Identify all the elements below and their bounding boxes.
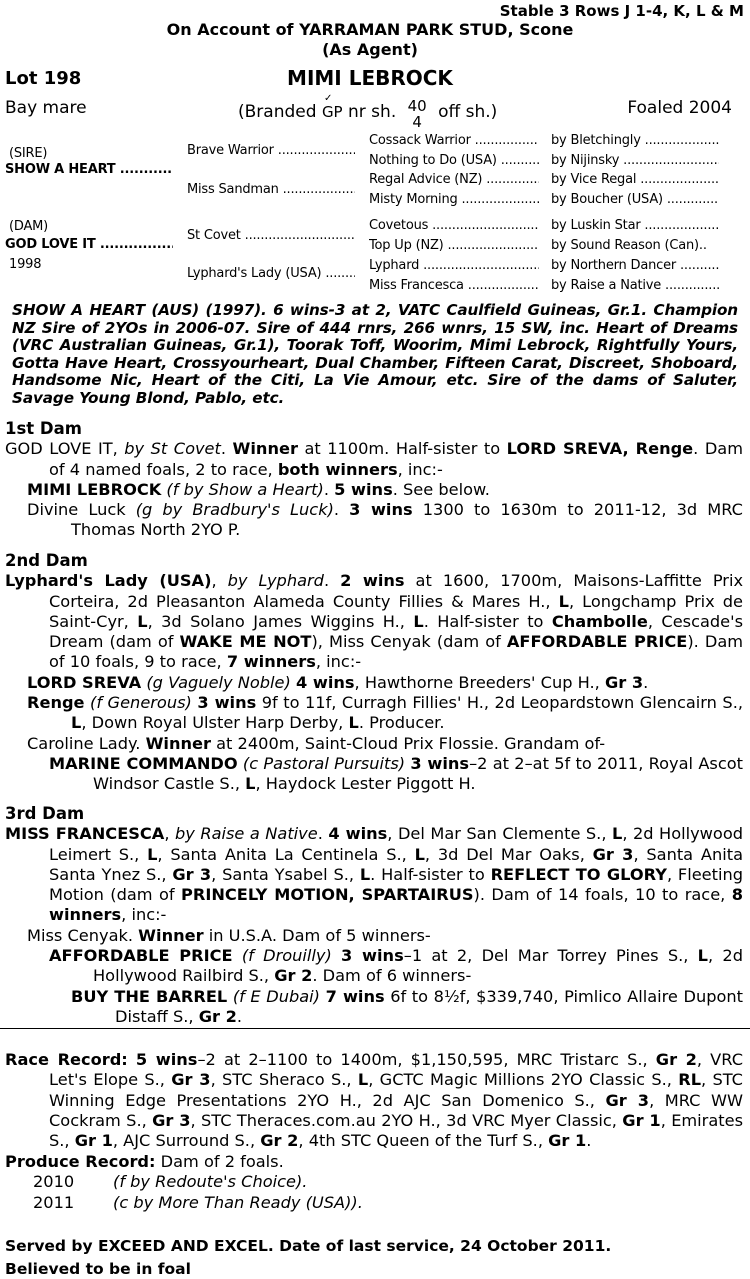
produce-label: Produce Record: [5, 1152, 156, 1171]
text-run: Gr 3 [172, 864, 212, 884]
pedigree-g2-entry [369, 258, 539, 273]
service-details: Served by EXCEED AND EXCEL. Date of last service, 24 October 2011. [5, 1237, 612, 1255]
text-run: MISS FRANCESCA [5, 824, 165, 844]
pedigree-g3-entry-text: by Vice Regal [551, 172, 637, 187]
horse-colour-sex: Bay mare [5, 98, 87, 118]
text-run: , 3d Del Mar Oaks, [424, 844, 593, 864]
brand-mark-text: GP [321, 103, 343, 121]
sire-name [5, 162, 173, 177]
text-run: L [414, 844, 425, 864]
text-run: in U.S.A. Dam of 5 winners- [203, 925, 431, 945]
text-run: . Dam of 4 named foals, 2 to race, [49, 439, 743, 479]
vendor-account: On Account of YARRAMAN PARK STUD, Scone [166, 20, 574, 39]
text-run: , 3d Solano James Wiggins H., [147, 611, 414, 631]
text-run: , GCTC Magic Millions 2YO Classic S., [368, 1070, 679, 1090]
text-run: , [211, 571, 228, 591]
pedigree-g2-entry-text: Misty Morning [369, 192, 458, 207]
text-run: , inc:- [121, 905, 167, 925]
section-heading: 3rd Dam [5, 804, 85, 823]
pedigree-g2-entry [369, 278, 539, 293]
pedigree-g1-entry-text: Miss Sandman [187, 182, 279, 197]
brand-prefix: (Branded [238, 102, 317, 122]
text-run: L [697, 946, 708, 966]
text-run: Miss Cenyak. [27, 925, 139, 945]
pedigree-g3-entry [551, 278, 719, 293]
text-run: Gr 3 [152, 1110, 191, 1130]
text-run: . [317, 824, 329, 844]
brand-nearside: nr sh. [348, 102, 397, 122]
pedigree-g2-entry-text: Cossack Warrior [369, 133, 471, 148]
text-run: L [245, 774, 256, 794]
text-run: . [323, 479, 335, 499]
text-run: . Dam of 6 winners- [312, 966, 472, 986]
pedigree-g1-entry [187, 143, 355, 158]
section-heading: 1st Dam [5, 419, 82, 438]
text-run: . Producer. [358, 713, 445, 733]
text-run: Race Record: [5, 1050, 128, 1069]
dam-paragraph [5, 571, 743, 672]
text-run: , Haydock Lester Piggott H. [255, 774, 476, 794]
brand-offside: off sh.) [438, 102, 498, 122]
pedigree-g3-entry-text: by Raise a Native [551, 278, 662, 293]
brand-number-bottom: 4 [412, 113, 422, 131]
text-run: . Half-sister to [423, 611, 552, 631]
text-run: 4 wins [295, 672, 355, 692]
text-run: , 2d Hollywood Railbird S., [93, 946, 743, 986]
text-run: L [413, 611, 424, 631]
text-run: L [558, 591, 569, 611]
produce-record [5, 1152, 743, 1213]
foal-status: Believed to be in foal [5, 1260, 191, 1278]
text-run: Gr 2 [198, 1006, 237, 1026]
text-run: LORD SREVA [27, 672, 142, 692]
sire-label [9, 146, 47, 161]
text-run: (g Vaguely Noble) [146, 672, 291, 692]
brand-number [408, 98, 427, 130]
text-run: , 4th STC Queen of the Turf S., [298, 1131, 549, 1151]
text-run: Renge [27, 693, 85, 713]
agent-note: (As Agent) [322, 40, 418, 59]
text-run: . [643, 672, 649, 692]
text-run: (f Generous) [90, 693, 192, 713]
text-run: 7 wins [325, 986, 385, 1006]
text-run: LORD SREVA, Renge [506, 439, 694, 459]
text-run: , VRC Let's Elope S., [49, 1050, 744, 1090]
text-run: REFLECT TO GLORY [490, 864, 667, 884]
pedigree-g1-entry [187, 182, 355, 197]
text-run: Winner [145, 733, 211, 753]
text-run: PRINCELY MOTION, SPARTAIRUS [181, 885, 474, 905]
pedigree-g3-entry [551, 218, 719, 233]
first-dam-section [5, 419, 743, 541]
text-run: , inc:- [315, 652, 362, 672]
pedigree-g3-entry-text: by Luskin Star [551, 218, 641, 233]
text-run: , Santa Anita Santa Ynez S., [49, 844, 743, 884]
pedigree-g3-entry [551, 133, 719, 148]
second-dam-section [5, 551, 743, 795]
text-run: , STC Sheraco S., [210, 1070, 358, 1090]
text-run: Gr 3 [604, 672, 644, 692]
text-run: –1 at 2, Del Mar Torrey Pines S., [403, 946, 698, 966]
text-run: , 2d Hollywood Leimert S., [49, 824, 744, 864]
brand-mark-icon: ✓ GP [321, 93, 343, 121]
text-run: (f E Dubai) [232, 986, 320, 1006]
pedigree-g3-entry-text: by Bletchingly [551, 133, 641, 148]
text-run: 5 wins [334, 479, 393, 499]
text-run: 3 wins [197, 693, 257, 713]
brand-number-top: 40 [407, 97, 427, 115]
text-run: , Santa Anita La Centinela S., [157, 844, 415, 864]
foaled-year: Foaled 2004 [627, 98, 732, 118]
text-run: Gr 1 [548, 1131, 587, 1151]
pedigree-g2-entry-text: Covetous [369, 218, 429, 233]
text-run: by Raise a Native [174, 824, 318, 844]
progeny-entry [5, 693, 743, 734]
text-run: L [611, 824, 623, 844]
pedigree-g1-entry-text: Brave Warrior [187, 143, 274, 158]
brand-description [238, 93, 498, 131]
dam-year-text: 1998 [9, 257, 42, 272]
text-run: by St Covet [124, 439, 221, 459]
produce-year: 2010 [33, 1172, 75, 1192]
text-run: Chambolle [551, 611, 648, 631]
text-run: 7 winners [226, 652, 316, 672]
text-run: (f by Show a Heart) [166, 479, 324, 499]
text-run: Gr 3 [605, 1090, 650, 1110]
third-dam-section [5, 804, 743, 1027]
text-run: Divine Luck [27, 500, 136, 520]
text-run: AFFORDABLE PRICE [49, 946, 233, 966]
sire-notes: SHOW A HEART (AUS) (1997). 6 wins-3 at 2, VATC Caulfield Guineas, Gr.1. Champion NZ Sire of 2YOs in 2006-07. Sire of 444 rnrs, 266 wnrs, 15 SW, inc. Heart of Dreams (VRC Australian Guineas, Gr.1), Toorak Toff, Woorim, Mimi Lebrock, Rightfully Yours, Gotta Have Heart, Crossyourheart, Dual Chamber, Fifteen Carat, Discreet, Shoboard, Handsome Nic, Heart of the Citi, La Vie Amour, etc. Sire of the dams of Saluter, Savage Young Blond, Pablo, etc. [12, 301, 738, 407]
dam-name [5, 237, 173, 252]
text-run: 3 wins [349, 500, 413, 520]
text-run: 3 wins [341, 946, 404, 966]
text-run: . Half-sister to [370, 864, 491, 884]
produce-item [5, 1172, 743, 1192]
section-heading: 2nd Dam [5, 551, 88, 570]
text-run: Gr 1 [74, 1131, 113, 1151]
text-run: at 1100m. Half-sister to [297, 439, 507, 459]
text-run: 3 wins [410, 753, 470, 773]
text-run: WAKE ME NOT [179, 632, 312, 652]
produce-summary: Dam of 2 foals. [155, 1152, 284, 1171]
sire-name-text: SHOW A HEART [5, 162, 116, 177]
dam-paragraph [5, 824, 743, 925]
text-run: , Emirates S., [49, 1110, 743, 1151]
pedigree-g3-entry [551, 153, 719, 168]
produce-item [5, 1193, 743, 1213]
text-run: , Down Royal Ulster Harp Derby, [81, 713, 349, 733]
text-run: L [357, 1070, 369, 1090]
text-run: . See below. [392, 479, 490, 499]
pedigree-g1-entry-text: St Covet [187, 228, 241, 243]
dam-name-text: GOD LOVE IT [5, 237, 96, 252]
text-run: L [147, 844, 158, 864]
text-run: Winner [232, 439, 298, 459]
section-divider [0, 1028, 750, 1029]
progeny-entry [5, 673, 743, 693]
text-run: 1300 to 1630m to 2011-12, 3d MRC Thomas North 2YO P. [71, 500, 743, 540]
produce-desc: (f by Redoute's Choice). [113, 1172, 308, 1192]
dam-label-text: (DAM) [9, 219, 49, 234]
text-run: both winners [277, 459, 398, 479]
pedigree-g2-entry [369, 192, 539, 207]
text-run: 6f to 8½f, $339,740, Pimlico Allaire Dupont Distaff S., [115, 986, 743, 1026]
text-run: Gr 2 [260, 1131, 299, 1151]
text-run: , STC Winning Edge Presentations 2YO H., 2d AJC San Domenico S., [49, 1070, 743, 1110]
text-run: , AJC Surround S., [112, 1131, 261, 1151]
text-run: , Longchamp Prix de Saint-Cyr, [49, 591, 743, 631]
pedigree-g3-entry [551, 192, 719, 207]
text-run: 2 wins [340, 571, 405, 591]
text-run: , [164, 824, 175, 844]
race-record-text [5, 1050, 743, 1151]
text-run: GOD LOVE IT, [5, 439, 125, 459]
text-run: MIMI LEBROCK [27, 479, 162, 499]
pedigree-g3-entry-text: by Nijinsky [551, 153, 620, 168]
progeny-entry [5, 734, 743, 754]
progeny-entry [5, 500, 743, 541]
text-run: L [137, 611, 148, 631]
text-run: Gr 3 [171, 1070, 211, 1090]
grandprogeny-entry [5, 946, 743, 987]
text-run: Gr 2 [655, 1050, 697, 1069]
text-run: (g by Bradbury's Luck) [135, 500, 334, 520]
text-run: AFFORDABLE PRICE [506, 632, 688, 652]
text-run: , Cescade's Dream (dam of [49, 611, 744, 652]
text-run: Caroline Lady. [27, 733, 146, 753]
progeny-entry [5, 926, 743, 946]
pedigree-g2-entry [369, 133, 539, 148]
produce-year: 2011 [33, 1192, 75, 1212]
pedigree-g3-entry [551, 258, 719, 273]
text-run: 4 wins [328, 824, 388, 844]
pedigree-g2-entry [369, 238, 539, 253]
text-run: BUY THE BARREL [71, 986, 228, 1006]
text-run: –2 at 2–at 5f to 2011, Royal Ascot Windsor Castle S., [93, 753, 743, 794]
dam-label [9, 219, 48, 234]
text-run: , Fleeting Motion (dam of [49, 864, 743, 905]
text-run: 5 wins [135, 1050, 198, 1069]
grandprogeny-entry [5, 754, 743, 795]
text-run: . [586, 1131, 592, 1151]
text-run [233, 946, 242, 965]
pedigree-g2-entry [369, 218, 539, 233]
pedigree-g1-entry-text: Lyphard's Lady (USA) [187, 266, 322, 281]
text-run: Gr 3 [592, 844, 634, 864]
text-run: , inc:- [397, 459, 443, 479]
text-run: ), Miss Cenyak (dam of [311, 632, 507, 652]
text-run [332, 946, 341, 965]
great-grandprogeny-entry [5, 987, 743, 1028]
text-run: . [333, 500, 350, 520]
text-run: , Del Mar San Clemente S., [387, 824, 612, 844]
pedigree-g2-entry-text: Lyphard [369, 258, 420, 273]
text-run: at 1600, 1700m, Maisons-Laffitte Prix Corteira, 2d Pleasanton Alameda County Fillies & Mares H., [49, 571, 744, 611]
text-run: L [71, 713, 82, 733]
sire-label-text: (SIRE) [9, 146, 48, 161]
pedigree-g2-entry-text: Miss Francesca [369, 278, 464, 293]
text-run: L [359, 864, 371, 884]
text-run: ). Dam of 10 foals, 9 to race, [49, 632, 744, 672]
text-run: MARINE COMMANDO [49, 753, 238, 773]
text-run [128, 1050, 136, 1069]
pedigree-g3-entry-text: by Boucher (USA) [551, 192, 663, 207]
text-run: , Hawthorne Breeders' Cup H., [354, 672, 605, 692]
text-run: L [348, 713, 359, 733]
progeny-entry [5, 480, 743, 500]
dam-paragraph [5, 439, 743, 480]
text-run: 9f to 11f, Curragh Fillies' H., 2d Leopardstown Glencairn S., [256, 693, 743, 713]
pedigree-g1-entry [187, 228, 355, 243]
text-run: . [220, 439, 233, 459]
text-run: Gr 1 [622, 1110, 661, 1130]
text-run: RL [678, 1070, 702, 1090]
race-record [5, 1050, 743, 1151]
pedigree-g2-entry-text: Regal Advice (NZ) [369, 172, 483, 187]
stable-location: Stable 3 Rows J 1-4, K, L & M [499, 2, 744, 20]
lot-number: Lot 198 [5, 68, 82, 89]
pedigree-g3-entry [551, 238, 719, 253]
text-run: Gr 2 [274, 966, 313, 986]
text-run: (f Drouilly) [241, 946, 332, 966]
text-run: Winner [138, 925, 204, 945]
pedigree-g2-entry-text: Top Up (NZ) [369, 238, 444, 253]
pedigree-g2-entry [369, 153, 539, 168]
horse-name: MIMI LEBROCK [287, 66, 453, 90]
pedigree-g2-entry-text: Nothing to Do (USA) [369, 153, 497, 168]
produce-desc: (c by More Than Ready (USA)). [113, 1192, 363, 1212]
pedigree-g2-entry [369, 172, 539, 187]
text-run: at 2400m, Saint-Cloud Prix Flossie. Grandam of- [210, 733, 606, 753]
text-run: . [323, 571, 341, 591]
text-run: ). Dam of 14 foals, 10 to race, [473, 885, 732, 905]
text-run: , Santa Ysabel S., [211, 864, 360, 884]
text-run: 8 winners [49, 885, 743, 925]
text-run: (c Pastoral Pursuits) [242, 753, 406, 773]
text-run: . [236, 1006, 243, 1026]
text-run: by Lyphard [227, 571, 324, 591]
text-run: , MRC WW Cockram S., [49, 1090, 743, 1130]
text-run: , STC Theraces.com.au 2YO H., 3d VRC Myer Classic, [190, 1110, 623, 1130]
pedigree-g3-entry-text: by Sound Reason (Can).. [551, 238, 707, 253]
pedigree-g3-entry [551, 172, 719, 187]
dam-year [9, 257, 41, 272]
text-run: Lyphard's Lady (USA) [5, 571, 212, 591]
pedigree-g1-entry [187, 266, 355, 281]
text-run: –2 at 2–1100 to 1400m, $1,150,595, MRC Tristarc S., [197, 1050, 656, 1069]
pedigree-g3-entry-text: by Northern Dancer [551, 258, 677, 273]
